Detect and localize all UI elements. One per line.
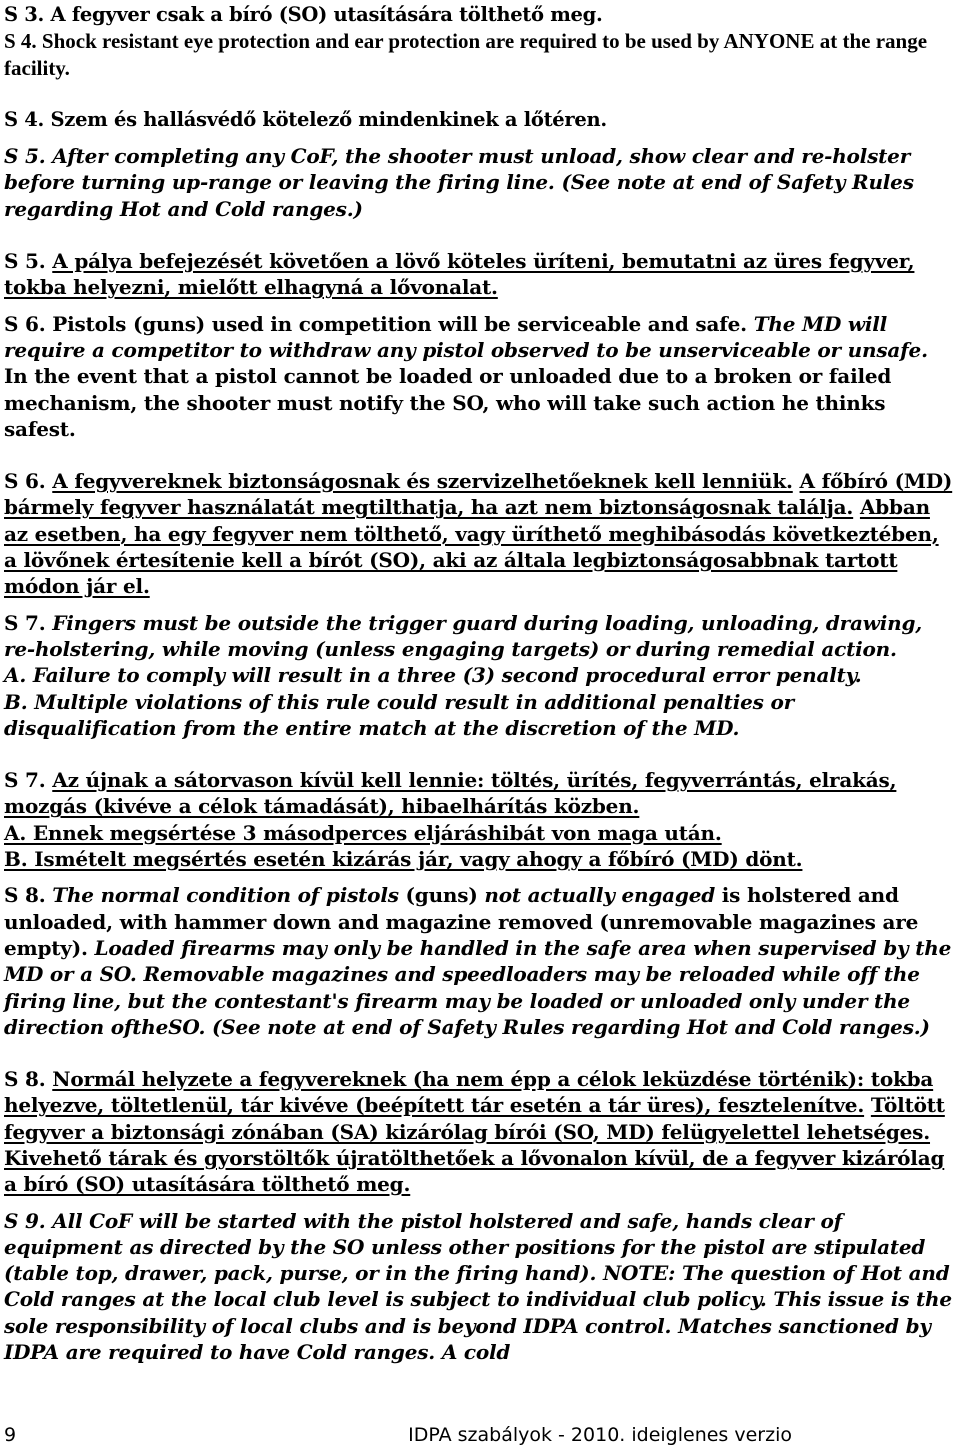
spacer [4,81,954,107]
rule-s5-en-text: S 5. After completing any CoF, the shooter must unload, show clear and re-holster before turning up-range or leaving the firing line. [4,144,911,195]
rule-s6-hu-number: S 6. [4,469,46,494]
rule-s8-en-part-8: (See note at end of Safety Rules regarding Hot and Cold ranges.) [211,1014,930,1039]
rule-s7-en-number: S 7. [4,610,46,635]
rule-s7-en-item-a: A. Failure to comply will result in a three (3) second procedural error penalty. [4,663,862,688]
rule-s6-hu-sentence-2: A főbíró (MD) bármely fegyver használatát megtilthatja, ha azt nem biztonságosnak találja. [4,469,953,520]
rule-s7-hu-item-b: B. Ismételt megsértés esetén kizárás jár, vagy ahogy a főbíró (MD) dönt. [4,847,803,872]
rule-s3-hu-text: S 3. A fegyver csak a bíró (SO) utasítására tölthető meg. [4,3,603,26]
rule-s6-en-sentence-1: Pistols (guns) used in competition will be serviceable and safe. [52,311,747,336]
rule-s8-hu-sentence-3: Kivehető tárak és gyorstöltők újratölthetőek a lővonalon kívül, de a fegyver kizárólag a bíró (SO) utasítására tölthető meg. [4,1145,945,1197]
rule-s5-hungarian [4,248,954,301]
page-number: 9 [4,1424,17,1446]
rule-s8-en-part-4: is holstered and unloaded, with hammer down and magazine removed [4,883,899,934]
rule-s8-hu-sentence-1: Normál helyzete a fegyvereknek (ha nem épp a célok leküzdése történik): tokba helyezve, töltetlenül, tár kivéve (beépített tár esetén a tár üres), fesztelenítve. [4,1067,934,1118]
rule-s4-en-text: S 4. Shock resistant eye protection and ear protection are required to be used by ANYONE at the range facility. [4,29,928,80]
rule-s8-en-part-2: (guns) [405,883,478,908]
spacer [4,442,954,468]
rule-s6-english [4,311,954,442]
rule-s7-hungarian [4,767,954,872]
spacer [4,741,954,767]
rule-s7-hu-item-a: A. Ennek megsértése 3 másodperces eljáráshibát von maga után. [4,820,722,845]
rule-s4-english [4,28,954,81]
rule-s9-en-text: S 9. All CoF will be started with the pistol holstered and safe, hands clear of equipment as directed by the SO unless other positions for the pistol are stipulated (table top, drawer, pack, purse, or in the firing hand). NOTE: The question of Hot and Cold ranges at the local club level is subject to individual club policy. This issue is the sole responsibility of local clubs and is beyond IDPA control. Matches sanctioned by IDPA are required to have Cold ranges. A cold [4,1208,952,1365]
rule-s8-en-part-6: Loaded firearms may only be handled in the safe area when supervised by the MD or a SO. [4,935,952,987]
rule-s6-en-sentence-3: In the event that a pistol cannot be loaded or unloaded due to a broken or failed mechanism, the shooter must notify the SO, who will take such action he thinks safest. [4,364,892,441]
rule-s6-en-sentence-2: The MD will require a competitor to withdraw any pistol observed to be unserviceable or unsafe. [4,311,928,362]
rule-s6-hu-sentence-1: A fegyvereknek biztonságosnak és szervizelhetőeknek kell lenniük. [52,469,793,494]
rule-s8-en-part-3: not actually engaged [484,883,716,908]
spacer [4,222,954,248]
rule-s5-hu-number: S 5. [4,249,46,274]
rule-s6-hu-sentence-3: Abban az esetben, ha egy fegyver nem tölthető, vagy üríthető meghibásodás következtében, a lövőnek értesítenie kell a bírót (SO), aki az általa legbiztonságosabbnak tartott módon jár el. [4,495,939,599]
rule-s7-en-text: Fingers must be outside the trigger guard during loading, unloading, drawing, re-holstering, while moving (unless engaging targets) or during remedial action. [4,610,923,661]
spacer [4,1040,954,1066]
rule-s8-english [4,882,954,1040]
rule-s8-hu-number: S 8. [4,1067,46,1092]
document-page [4,0,954,1365]
page-footer [4,1422,954,1448]
rule-s7-hu-text: Az újnak a sátorvason kívül kell lennie: töltés, ürítés, fegyverrántás, elrakás, mozgás (kivéve a célok támadását), hibaelhárítás közben. [4,768,897,819]
rule-s3-hungarian [4,2,954,28]
rule-s4-hu-text: S 4. Szem és hallásvédő kötelező mindenkinek a lőtéren. [4,107,607,131]
rule-s8-en-part-1: The normal condition of pistols [52,883,399,908]
rule-s8-hu-sentence-2: Töltött fegyver a biztonsági zónában (SA) kizárólag bírói (SO, MD) felügyelettel lehetséges. [4,1093,945,1144]
rule-s8-en-number: S 8. [4,883,46,908]
rule-s7-english [4,610,954,741]
rule-s6-en-number: S 6. [4,311,46,336]
rule-s8-en-part-7: Removable magazines and speedloaders may be reloaded while off the firing line, but the contestant's firearm may be loaded or unloaded only under the direction oftheSO. [4,962,920,1039]
rule-s4-hungarian [4,107,954,133]
rule-s5-hu-text: A pálya befejezését követően a lövő köteles üríteni, bemutatni az üres fegyver, tokba helyezni, mielőtt elhagyná a lővonalat. [4,249,915,300]
rule-s8-hungarian [4,1066,954,1197]
footer-title: IDPA szabályok - 2010. ideiglenes verzio [408,1424,792,1446]
rule-s6-hungarian [4,468,954,599]
rule-s5-english [4,143,954,222]
rule-s9-english [4,1208,954,1366]
rule-s5-en-note: (See note at end of Safety Rules regarding Hot and Cold ranges.) [4,170,914,221]
rule-s7-en-item-b: B. Multiple violations of this rule could result in additional penalties or disqualification from the entire match at the discretion of the MD. [4,689,794,740]
rule-s8-en-part-5: (unremovable magazines are empty). [4,909,919,960]
rule-s7-hu-number: S 7. [4,768,46,793]
